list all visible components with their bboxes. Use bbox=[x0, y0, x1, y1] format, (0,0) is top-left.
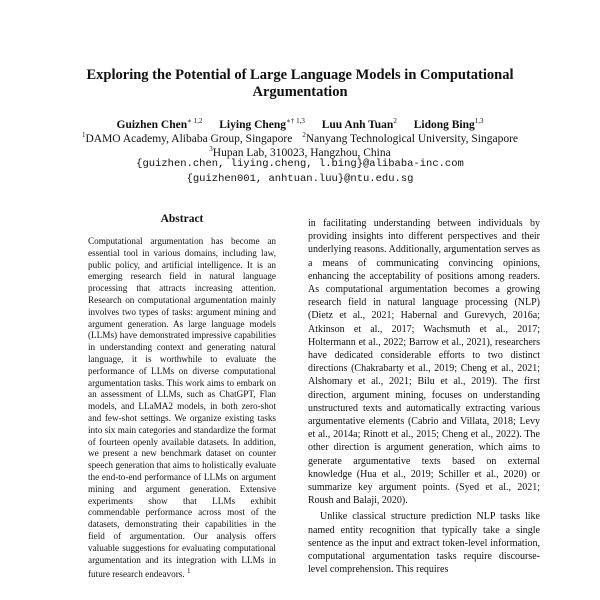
author-4: Lidong Bing$^{1,3}$ bbox=[413, 117, 484, 131]
intro-paragraph-1: in facilitating understanding between individuals by providing insights into different perspectives and their underlying reasons. Additionally, argumentation serves as a means of communicating convincing opinions, enhancing the acceptability of positions among readers. As computational argumentation becomes a growing research field in natural language processing (NLP) (Dietz et al., 2021; Habernal and Gurevych, 2016a; Atkinson et al., 2017; Wachsmuth et al., 2017; Holtermann et al., 2022; Barrow et al., 2021), researchers have dedicated considerable efforts to two distinct directions (Chakrabarty et al., 2019; Cheng et al., 2021; Alshomary et al., 2021; Bilu et al., 2019). The first direction, argument mining, focuses on understanding unstructured texts and automatically extracting various argumentative elements (Cabrio and Villata, 2018; Levy et al., 2014a; Rinott et al., 2015; Cheng et al., 2022). The other direction is argument generation, which aims to generate argumentative texts based on external knowledge (Hua et al., 2019; Schiller et al., 2020) or summarize key argument points. (Syed et al., 2021; Roush and Balaji, 2020). bbox=[308, 218, 540, 507]
abstract-heading: Abstract bbox=[160, 213, 204, 225]
footnote-marker: 1 bbox=[186, 567, 191, 576]
author-1: Guizhen Chen$^{∗ 1,2}$ bbox=[116, 117, 203, 131]
abstract-body: Computational argumentation has become an essential tool in various domains, including law, public policy, and artificial intelligence. It is an emerging research field in natural language processing that attracts increasing attention. Research on computational argumentation mainly involves two types of tasks: argument mining and argument generation. As large language models (LLMs) have demonstrated impressive capabilities in understanding context and generating natural language, it is worthwhile to evaluate the performance of LLMs on diverse computational argumentation tasks. This work aims to embark on an assessment of LLMs, such as ChatGPT, Flan models, and LLaMA2 models, in both zero-shot and few-shot settings. We organize existing tasks into six main categories and standardize the format of fourteen openly available datasets. In addition, we present a new benchmark dataset on counter speech generation that aims to holistically evaluate the end-to-end performance of LLMs on argument mining and argument generation. Extensive experiments show that LLMs exhibit commendable performance across most of the datasets, demonstrating their capabilities in the field of argumentation. Our analysis offers valuable suggestions for evaluating computational argumentation and its integration with LLMs in future research endeavors. $^1$ bbox=[88, 236, 276, 580]
email-line-1: {guizhen.chen, liying.cheng, l.bing}@alibaba-inc.com bbox=[136, 158, 464, 170]
author-3: Luu Anh Tuan$^2$ bbox=[321, 117, 397, 131]
intro-paragraph-2: Unlike classical structure prediction NLP tasks like named entity recognition that typically take a single sentence as the input and extract token-level information, computational argumentation tasks require discourse-level comprehension. This requires bbox=[308, 511, 540, 576]
intro-column bbox=[308, 217, 540, 576]
affiliation-line-1: $^1$DAMO Academy, Alibaba Group, Singapore $^2$Nanyang Technological University, Singapore bbox=[81, 131, 519, 145]
email-line-2: {guizhen001, anhtuan.luu}@ntu.edu.sg bbox=[186, 173, 414, 185]
affiliation-line-2: $^3$Hupan Lab, 310023, Hangzhou, China bbox=[209, 145, 391, 159]
paper-title: Exploring the Potential of Large Language Models in Computational Argumentation bbox=[86, 67, 514, 100]
author-2: Liying Cheng$^{∗\dagger 1,3}$ bbox=[219, 117, 305, 131]
